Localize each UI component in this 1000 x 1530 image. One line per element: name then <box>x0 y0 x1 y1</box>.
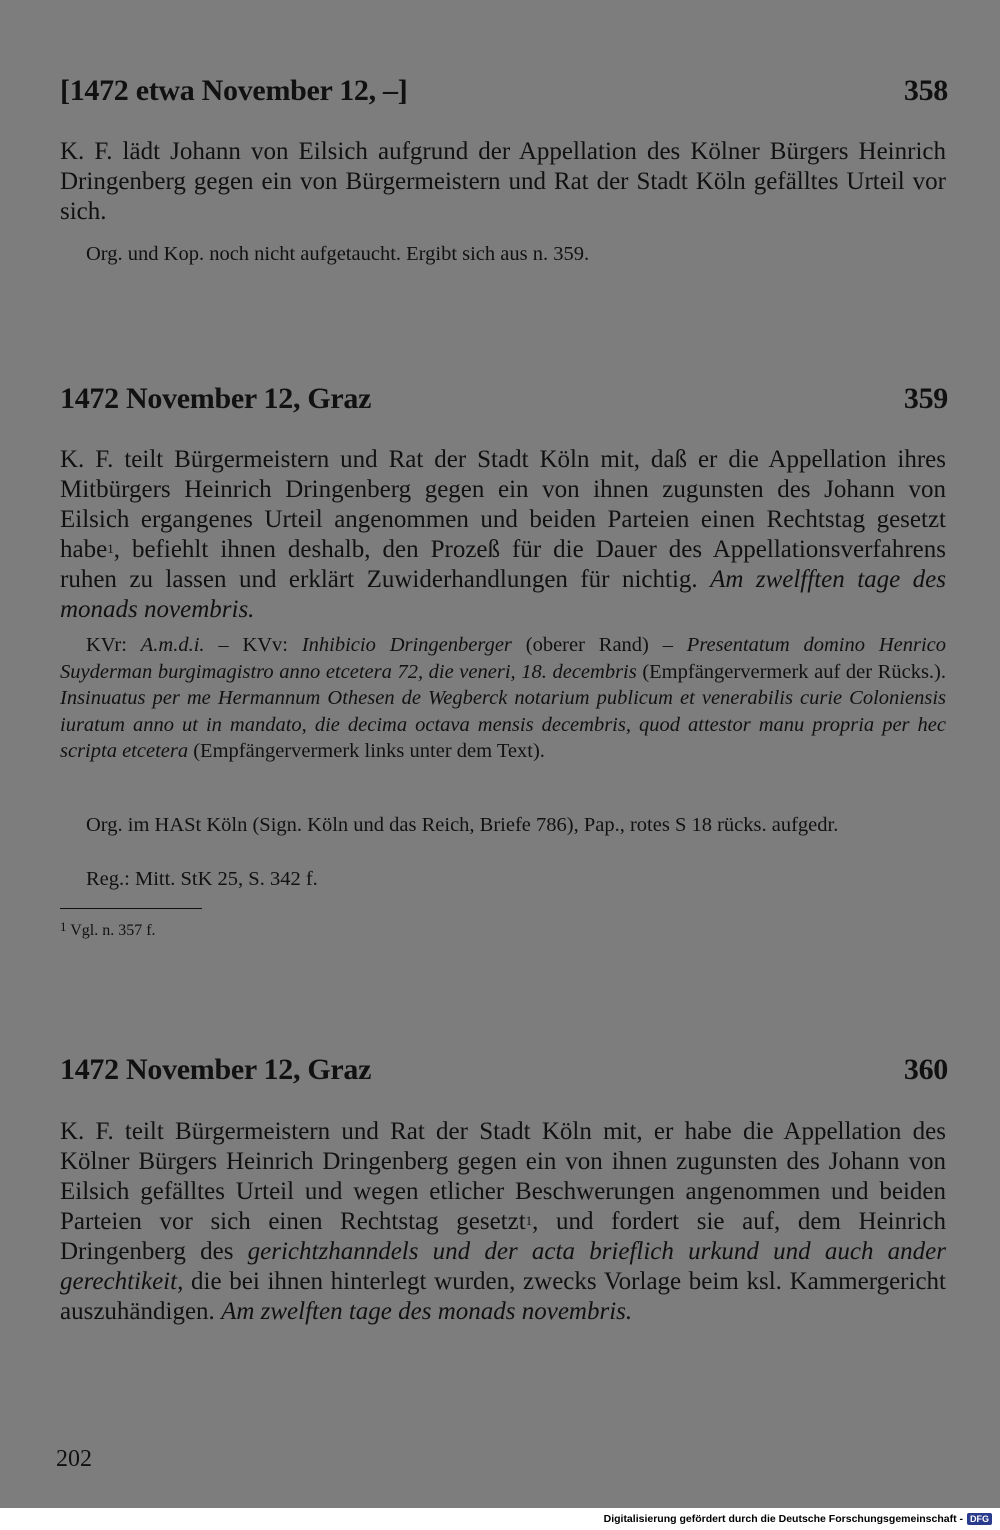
regest-text: , und fordert sie auf, dem Heinrich Dringenberg des <box>60 1208 946 1265</box>
entry-359-heading <box>60 382 948 422</box>
note-label: KVr: <box>86 634 141 656</box>
page-number: 202 <box>56 1446 92 1472</box>
credit-text: Digitalisierung gefördert durch die Deutsche Forschungsgemeinschaft - <box>603 1513 963 1525</box>
note-text: (Empfängervermerk links unter dem Text). <box>188 740 545 762</box>
entry-heading-date: 1472 November 12, Graz <box>60 382 372 415</box>
entry-359-regest <box>60 445 946 625</box>
note-quote: Insinuatus per me Hermannum Othesen de Wegberck notarium publicum et venerabilis curie Coloniensis iuratum anno ut in mandato, die decima octava mensis decembris, quod attestor manu propria per hec scripta etcetera <box>60 687 946 762</box>
regest-text: die bei ihnen hinterlegt wurden, zwecks Vorlage beim ksl. Kammergericht auszuhändigen. <box>60 1268 946 1325</box>
entry-358-heading <box>60 74 948 114</box>
regest-text: K. F. teilt Bürgermeistern und Rat der Stadt Köln mit, er habe die Appellation des Kölner Bürgers Heinrich Dringenberg gegen ein von ihnen zugunsten des Johann von Eilsich gefälltes Urteil und wegen etlicher Beschwerungen angenommen und beiden Parteien vor sich einen Rechtstag gesetzt <box>60 1118 946 1235</box>
footnote-ref: 1 <box>107 541 114 556</box>
digitization-credit <box>604 1511 992 1527</box>
entry-358-regest: K. F. lädt Johann von Eilsich aufgrund der Appellation des Kölner Bürgers Heinrich Dringenberg gegen ein von Bürgermeistern und Rat der Stadt Köln gefälltes Urteil vor sich. <box>60 138 946 225</box>
footnote <box>60 921 156 941</box>
regest-quote: gerichtzhanndels und der acta brieflich urkund und auch ander gerechtikeit, <box>60 1238 947 1295</box>
footnote-marker: 1 <box>60 919 67 934</box>
entry-359-regesta: Reg.: Mitt. StK 25, S. 342 f. <box>86 868 318 890</box>
regest-text: , befiehlt ihnen deshalb, den Prozeß für die Dauer des Appellationsverfahrens ruhen zu lassen und erklärt Zuwiderhandlungen für nichtig. <box>60 536 946 593</box>
regest-quote: Am zwelfften tage des monads novembris. <box>60 566 947 623</box>
note-quote: Inhibicio Dringenberger <box>301 634 512 656</box>
footnote-text: Vgl. n. 357 f. <box>70 922 156 939</box>
entry-number: 359 <box>903 382 948 415</box>
entry-heading-date: [1472 etwa November 12, –] <box>60 74 408 107</box>
dfg-logo-icon: DFG <box>967 1513 992 1525</box>
entry-360-regest <box>60 1117 946 1327</box>
entry-number: 358 <box>903 74 948 107</box>
note-quote: A.m.d.i. <box>140 634 205 656</box>
regest-text: K. F. teilt Bürgermeistern und Rat der Stadt Köln mit, daß er die Appellation ihres Mitbürgers Heinrich Dringenberg gegen ein von ihnen zugunsten des Johann von Eilsich ergangenes Urteil angenommen und beiden Parteien einen Rechtstag gesetzt habe <box>60 446 946 563</box>
note-text: (oberer Rand) – <box>511 634 687 656</box>
entry-359-archival-notes <box>60 632 946 765</box>
entry-360-heading <box>60 1053 948 1093</box>
note-text: (Empfängervermerk auf der Rücks.). <box>636 660 946 683</box>
entry-number: 360 <box>903 1053 948 1086</box>
regest-quote: Am zwelften tage des monads novembris. <box>221 1298 633 1325</box>
note-quote: Presentatum domino Henrico Suyderman burgimagistro anno etcetera 72, die veneri, 18. decembris <box>60 634 947 683</box>
entry-358-source: Org. und Kop. noch nicht aufgetaucht. Ergibt sich aus n. 359. <box>86 243 590 265</box>
entry-heading-date: 1472 November 12, Graz <box>60 1053 372 1086</box>
footnote-rule <box>60 908 202 909</box>
entry-359-source: Org. im HASt Köln (Sign. Köln und das Reich, Briefe 786), Pap., rotes S 18 rücks. aufgedr. <box>86 814 839 836</box>
note-label: – KVv: <box>204 634 302 656</box>
footnote-ref: 1 <box>525 1213 533 1228</box>
